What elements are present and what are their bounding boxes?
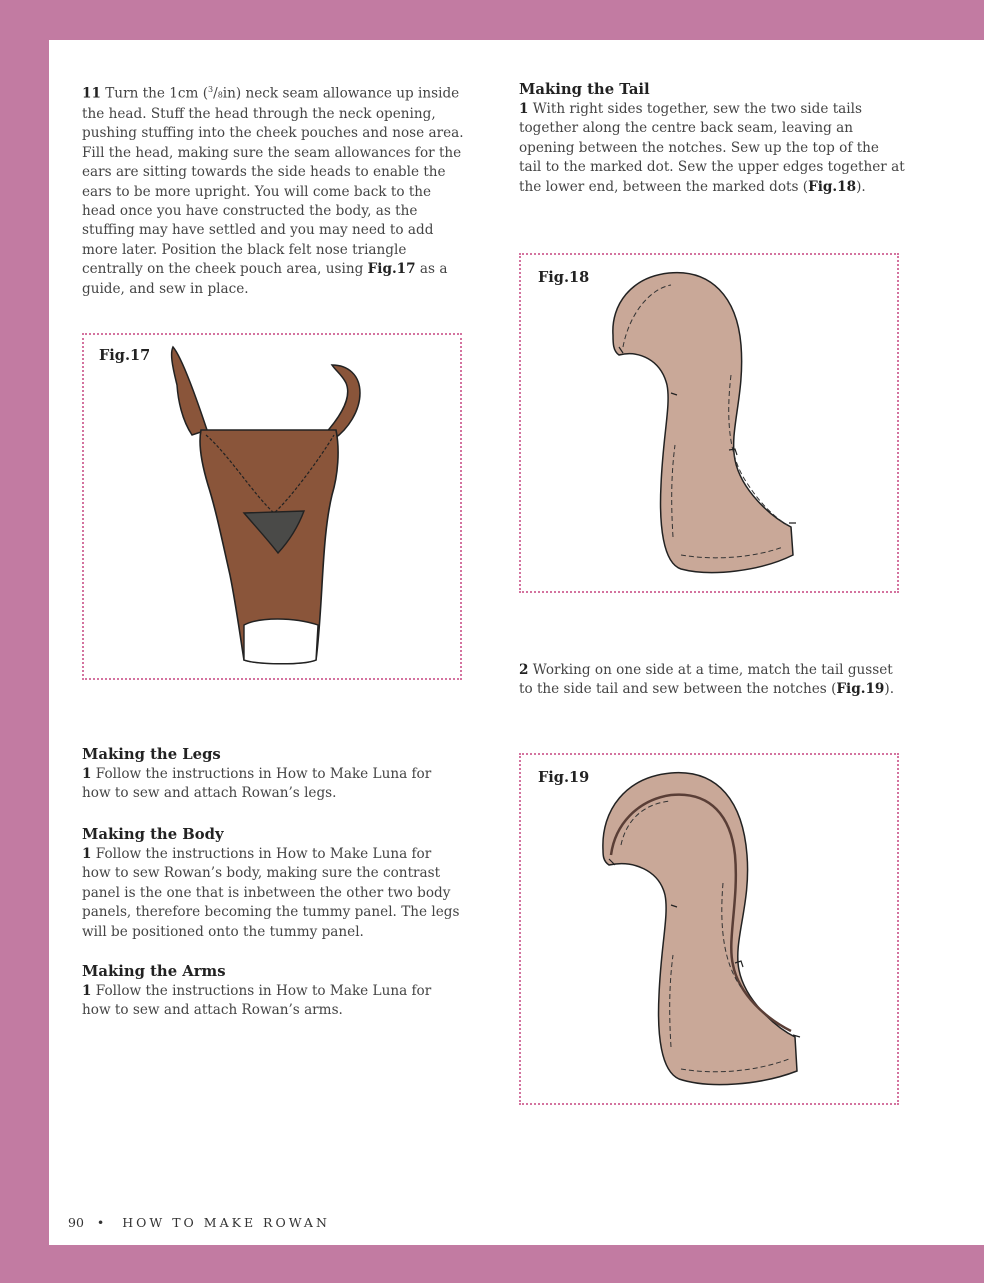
step-number: 1 bbox=[82, 846, 92, 862]
step-text: ). bbox=[856, 178, 866, 195]
fig19-box bbox=[519, 753, 899, 1105]
legs-section bbox=[82, 745, 464, 804]
side-tail-illustration bbox=[521, 255, 901, 595]
step-text: Follow the instructions in How to Make Luna for how to sew Rowan’s body, making sure the contrast panel is the one that is inbetween the other two body panels, therefore becoming the tummy panel. The legs will be positioned onto the tummy panel. bbox=[82, 846, 460, 940]
page-footer bbox=[68, 1215, 330, 1230]
step-11-paragraph: 11 Turn the 1cm ($^3$/8in) neck seam allowance up inside the head. Stuff the head through the neck opening, pushing stuffing into the cheek pouches and nose area. Fill the head, making sure the seam allowances for the ears are sitting towards the side heads to enable the ears to be more upright. You will come back to the head once you have constructed the body, as the stuffing may have settled and you may need to add more later. Position the black felt nose triangle centrally on the cheek pouch area, using Fig.17 as a guide, and sew in place. bbox=[82, 85, 464, 297]
fraction-denominator: 8 bbox=[217, 90, 223, 100]
step-text: Follow the instructions in How to Make Luna for how to sew and attach Rowan’s legs. bbox=[82, 766, 432, 802]
tail-step2-paragraph bbox=[519, 661, 905, 700]
right-column bbox=[519, 80, 905, 698]
step-text: Turn the 1cm ( bbox=[100, 85, 208, 102]
arms-section bbox=[82, 962, 464, 1021]
step-text: ). bbox=[884, 681, 895, 698]
body-section bbox=[82, 825, 464, 942]
tail-step2 bbox=[519, 661, 905, 700]
step-number: 11 bbox=[82, 85, 101, 102]
fig19-label: Fig.19 bbox=[538, 769, 590, 786]
footer-bullet: • bbox=[96, 1215, 108, 1230]
left-column bbox=[82, 80, 464, 1019]
step-number: 1 bbox=[82, 983, 92, 999]
tail-heading: Making the Tail bbox=[519, 81, 650, 98]
figure-reference: Fig.18 bbox=[808, 178, 857, 195]
fig18-label: Fig.18 bbox=[538, 269, 590, 286]
fig17-label: Fig.17 bbox=[99, 347, 151, 364]
step-text: neck seam allowance up inside the head. Stuff the head through the neck opening, pushing stuffing into the cheek pouches and nose area. Fill the head, making sure the seam allowances for the ears are sitting towards the side heads to enable the ears to be more upright. You will come back to the head once you have constructed the body, as the stuffing may have settled and you may need to add more later. Position the black felt nose triangle centrally on the cheek pouch area, using bbox=[82, 85, 464, 278]
arms-heading: Making the Arms bbox=[82, 963, 226, 980]
page bbox=[49, 40, 984, 1245]
book-title: HOW TO MAKE ROWAN bbox=[122, 1215, 330, 1230]
figure-reference: Fig.17 bbox=[367, 261, 416, 278]
tail-gusset-illustration bbox=[521, 755, 901, 1107]
legs-paragraph bbox=[82, 765, 464, 804]
step-text: in) bbox=[222, 85, 242, 102]
step-text: Follow the instructions in How to Make Luna for how to sew and attach Rowan’s arms. bbox=[82, 983, 432, 1019]
fig18-box bbox=[519, 253, 899, 593]
arms-paragraph bbox=[82, 982, 464, 1021]
figure-reference: Fig.19 bbox=[836, 681, 885, 698]
fraction-numerator: 3 bbox=[208, 85, 214, 94]
body-paragraph bbox=[82, 845, 464, 942]
legs-heading: Making the Legs bbox=[82, 746, 221, 763]
step-text: as a guide, and sew in place. bbox=[82, 261, 448, 297]
head-illustration bbox=[84, 335, 464, 682]
page-number: 90 bbox=[68, 1215, 84, 1230]
body-heading: Making the Body bbox=[82, 826, 224, 843]
step-text: With right sides together, sew the two side tails together along the centre back seam, leaving an opening between the notches. Sew up the top of the tail to the marked dot. Sew the upper edges together at the lower end, between the marked dots ( bbox=[519, 101, 905, 195]
fig17-box bbox=[82, 333, 462, 680]
step-text: Working on one side at a time, match the tail gusset to the side tail and sew between the notches ( bbox=[519, 662, 893, 698]
tail-step1-paragraph bbox=[519, 100, 905, 197]
step-number: 2 bbox=[519, 662, 529, 678]
step-number: 1 bbox=[82, 766, 92, 782]
step-number: 1 bbox=[519, 101, 529, 117]
